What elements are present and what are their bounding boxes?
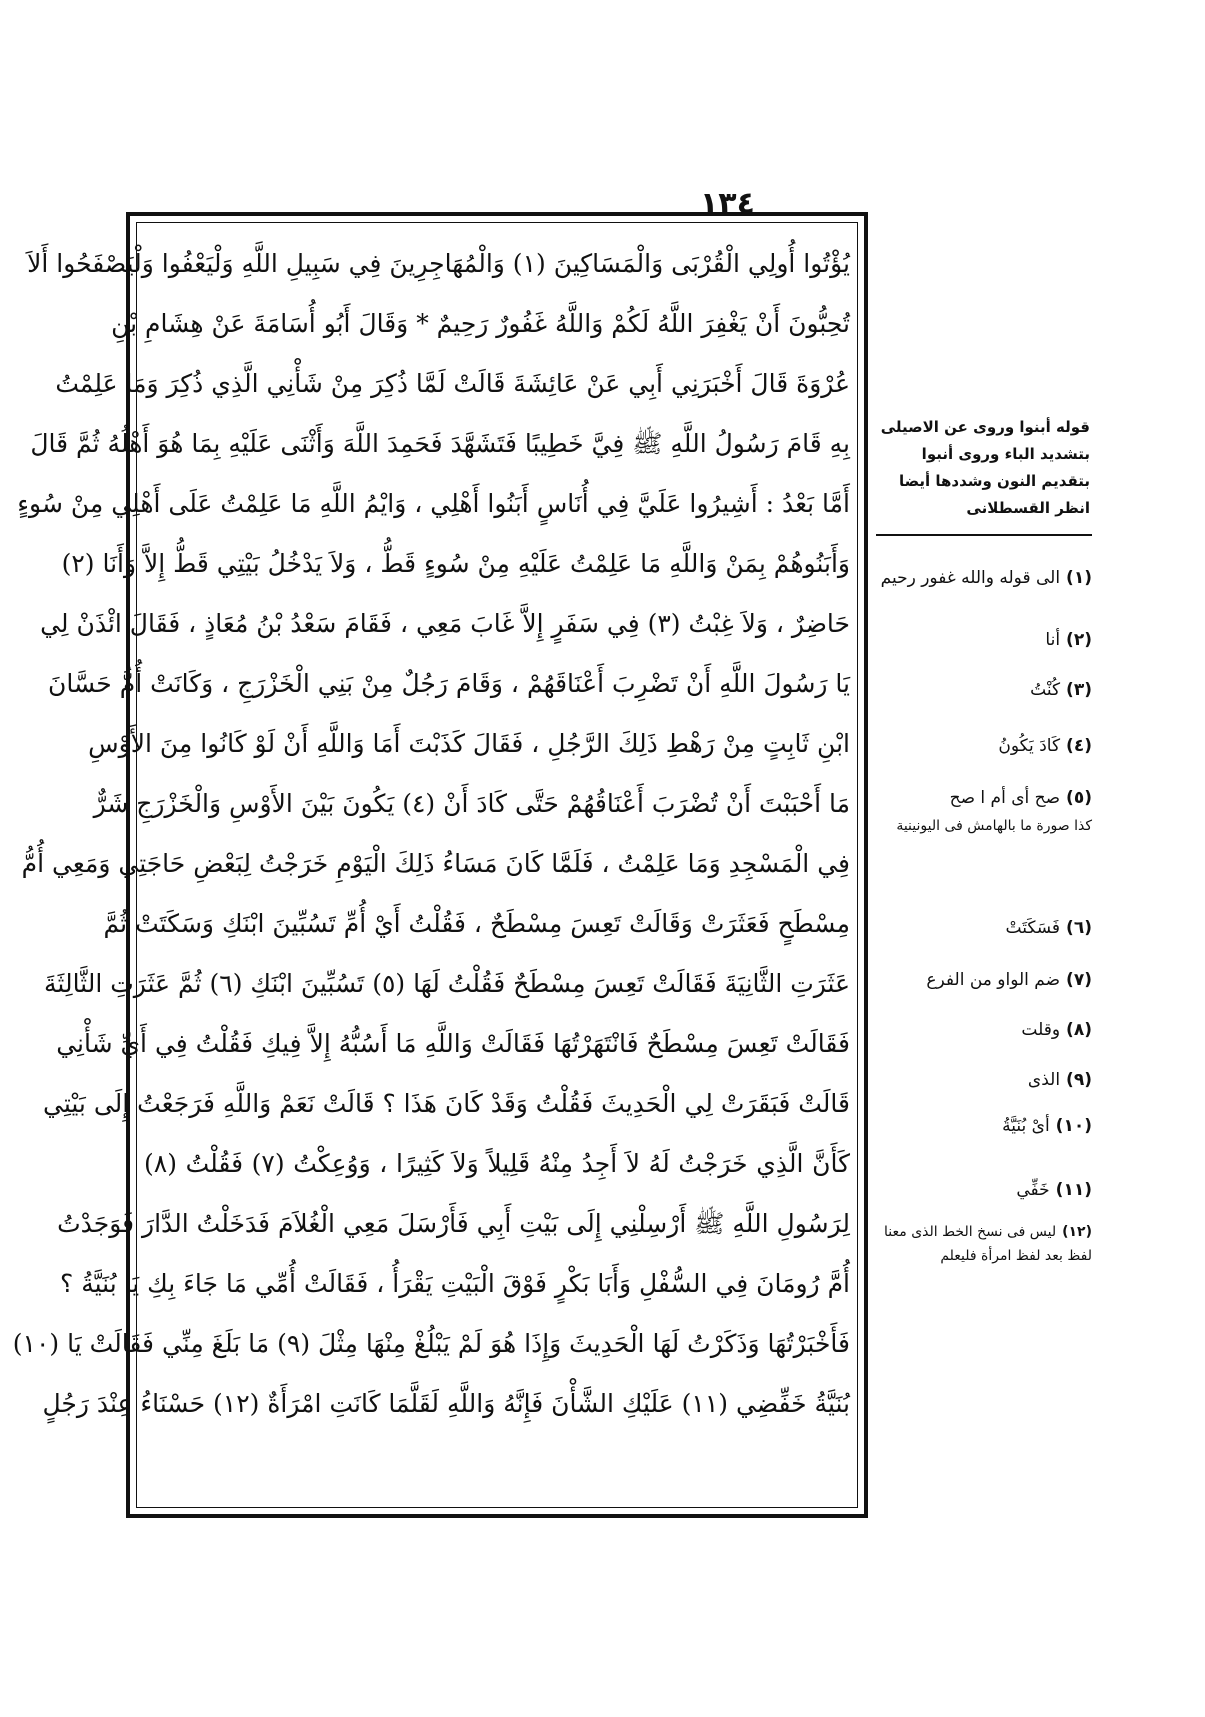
footnote-text: وقلت — [1021, 1020, 1061, 1040]
footnote-number: (١١) — [1055, 1180, 1092, 1200]
main-line-18: أُمَّ رُومَانَ فِي السُّفْلِ وَأَبَا بَكْرٍ فَوْقَ الْبَيْتِ يَقْرَأُ ، فَقَالَتْ أُمِّي مَا جَاءَ بِكِ يَا بُنَيَّةُ ؟ — [59, 1269, 850, 1298]
main-line-9: ابْنِ ثَابِتٍ مِنْ رَهْطِ ذَلِكَ الرَّجُلِ ، فَقَالَ كَذَبْتَ أَمَا وَاللَّهِ أَنْ لَوْ كَانُوا مِنَ الأَوْسِ — [88, 729, 850, 758]
footnote-number: (٦) — [1066, 918, 1092, 938]
main-line-19: فَأَخْبَرْتُهَا وَذَكَرْتُ لَهَا الْحَدِيثَ وَإِذَا هُوَ لَمْ يَبْلُغْ مِنْهَا مِثْلَ (٩) مَا بَلَغَ مِنِّي فَقَالَتْ يَا (١٠) — [12, 1329, 850, 1358]
footnote-text: ضم الواو من الفرع — [926, 970, 1061, 990]
footnote-number: (١) — [1066, 568, 1092, 588]
margin-note — [880, 414, 1090, 522]
footnote-6 — [876, 918, 1092, 938]
footnote-text: أنا — [1045, 630, 1061, 650]
footnote-text: فَسَكَتَتْ — [1005, 918, 1061, 938]
footnote-number: (٩) — [1066, 1070, 1092, 1090]
main-line-4: بِهِ قَامَ رَسُولُ اللَّهِ ﷺ فِيَّ خَطِيبًا فَتَشَهَّدَ فَحَمِدَ اللَّهَ وَأَثْنَى عَلَيْهِ بِمَا هُوَ أَهْلُهُ ثُمَّ قَالَ — [30, 429, 850, 458]
footnote-text: ليس فى نسخ الخط الذى معنا لفظ بعد لفظ امرأة فليعلم — [884, 1224, 1092, 1264]
footnote-text: كَادَ يَكُونُ — [998, 736, 1061, 756]
main-line-8: يَا رَسُولَ اللَّهِ أَنْ تَضْرِبَ أَعْنَاقَهُمْ ، وَقَامَ رَجُلٌ مِنْ بَنِي الْخَزْرَجِ ، وَكَانَتْ أُمُّ حَسَّانَ — [48, 669, 850, 698]
footnote-text: خَفِّي — [1016, 1180, 1050, 1200]
page-number: ١٣٤ — [700, 186, 755, 221]
footnote-5-note — [876, 814, 1092, 838]
main-line-12: مِسْطَحٍ فَعَثَرَتْ وَقَالَتْ تَعِسَ مِسْطَحٌ ، فَقُلْتُ أَيْ أُمِّ تَسُبِّينَ ابْنَكِ وَسَكَتَتْ ثُمَّ — [103, 909, 850, 938]
footnote-text: كذا صورة ما بالهامش فى اليونينية — [896, 818, 1092, 834]
main-line-7: حَاضِرٌ ، وَلاَ غِبْتُ (٣) فِي سَفَرٍ إِلاَّ غَابَ مَعِي ، فَقَامَ سَعْدُ بْنُ مُعَاذٍ ، فَقَالَ ائْذَنْ لِي — [40, 609, 850, 638]
main-text — [12, 234, 850, 1434]
main-line-16: كَأَنَّ الَّذِي خَرَجْتُ لَهُ لاَ أَجِدُ مِنْهُ قَلِيلاً وَلاَ كَثِيرًا ، وَوُعِكْتُ (٧) فَقُلْتُ (٨) — [144, 1149, 850, 1178]
footnote-number: (١٢) — [1062, 1224, 1092, 1240]
main-line-15: قَالَتْ فَبَقَرَتْ لِي الْحَدِيثَ فَقُلْتُ وَقَدْ كَانَ هَذَا ؟ قَالَتْ نَعَمْ وَاللَّهِ فَرَجَعْتُ إِلَى بَيْتِي — [42, 1089, 850, 1118]
footnote-text: أىْ بُنَيَّةُ — [1002, 1116, 1050, 1136]
main-line-20: بُنَيَّةُ خَفِّضِي (١١) عَلَيْكِ الشَّأْنَ فَإِنَّهُ وَاللَّهِ لَقَلَّمَا كَانَتِ امْرَأَةٌ (١٢) حَسْنَاءُ عِنْدَ رَجُلٍ — [42, 1389, 850, 1418]
footnote-1 — [876, 568, 1092, 588]
margin-divider — [876, 534, 1092, 536]
footnote-10 — [876, 1116, 1092, 1136]
main-line-3: عُرْوَةَ قَالَ أَخْبَرَنِي أَبِي عَنْ عَائِشَةَ قَالَتْ لَمَّا ذُكِرَ مِنْ شَأْنِي الَّذِي ذُكِرَ وَمَا عَلِمْتُ — [55, 369, 850, 398]
footnote-number: (١٠) — [1055, 1116, 1092, 1136]
footnote-7 — [876, 970, 1092, 990]
main-line-6: وَأَبَنُوهُمْ بِمَنْ وَاللَّهِ مَا عَلِمْتُ عَلَيْهِ مِنْ سُوءٍ قَطُّ ، وَلاَ يَدْخُلُ بَيْتِي قَطُّ إِلاَّ وَأَنَا (٢) — [61, 549, 850, 578]
margin-note-line: بتشديد الباء وروى أنبوا — [921, 445, 1090, 463]
footnote-number: (٨) — [1066, 1020, 1092, 1040]
footnote-number: (٥) — [1066, 788, 1092, 808]
main-line-1: يُؤْتُوا أُولِي الْقُرْبَى وَالْمَسَاكِينَ (١) وَالْمُهَاجِرِينَ فِي سَبِيلِ اللَّهِ وَلْيَعْفُوا وَلْيَصْفَحُوا أَلاَ — [27, 249, 850, 278]
main-line-10: مَا أَحْبَبْتَ أَنْ تُضْرَبَ أَعْنَاقُهُمْ حَتَّى كَادَ أَنْ (٤) يَكُونَ بَيْنَ الأَوْسِ وَالْخَزْرَجِ شَرٌّ — [93, 789, 850, 818]
footnote-8 — [876, 1020, 1092, 1040]
main-line-2: تُحِبُّونَ أَنْ يَغْفِرَ اللَّهُ لَكُمْ وَاللَّهُ غَفُورٌ رَحِيمٌ * وَقَالَ أَبُو أُسَامَةَ عَنْ هِشَامِ بْنِ — [111, 309, 850, 338]
margin-note-line: انظر القسطلانى — [966, 499, 1090, 517]
footnote-number: (٢) — [1066, 630, 1092, 650]
footnote-text: كُنْتُ — [1030, 680, 1061, 700]
main-line-13: عَثَرَتِ الثَّانِيَةَ فَقَالَتْ تَعِسَ مِسْطَحٌ فَقُلْتُ لَهَا (٥) تَسُبِّينَ ابْنَكِ (٦) ثُمَّ عَثَرَتِ الثَّالِثَةَ — [44, 969, 850, 998]
footnote-2 — [876, 630, 1092, 650]
footnote-9 — [876, 1070, 1092, 1090]
margin-note-line: قوله أبنوا وروى عن الاصيلى — [880, 418, 1090, 436]
footnote-number: (٤) — [1066, 736, 1092, 756]
margin-note-line: بتقديم النون وشددها أيضا — [898, 472, 1090, 490]
footnote-text: صح أى أم ا صح — [949, 788, 1061, 808]
main-line-11: فِي الْمَسْجِدِ وَمَا عَلِمْتُ ، فَلَمَّا كَانَ مَسَاءُ ذَلِكَ الْيَوْمِ خَرَجْتُ لِبَعْضِ حَاجَتِي وَمَعِي أُمُّ — [21, 849, 850, 878]
footnote-text: الذى — [1027, 1070, 1061, 1090]
footnote-11 — [876, 1180, 1092, 1200]
footnote-3 — [876, 680, 1092, 700]
footnote-number: (٧) — [1066, 970, 1092, 990]
main-line-17: لِرَسُولِ اللَّهِ ﷺ أَرْسِلْنِي إِلَى بَيْتِ أَبِي فَأَرْسَلَ مَعِي الْغُلاَمَ فَدَخَلْتُ الدَّارَ فَوَجَدْتُ — [57, 1209, 850, 1238]
main-line-5: أَمَّا بَعْدُ : أَشِيرُوا عَلَيَّ فِي أُنَاسٍ أَبَنُوا أَهْلِي ، وَايْمُ اللَّهِ مَا عَلِمْتُ عَلَى أَهْلِي مِنْ سُوءٍ — [17, 489, 850, 518]
footnote-12 — [876, 1220, 1092, 1268]
main-line-14: فَقَالَتْ تَعِسَ مِسْطَحٌ فَانْتَهَرْتُهَا فَقَالَتْ وَاللَّهِ مَا أَسُبُّهُ إِلاَّ فِيكِ فَقُلْتُ فِي أَيِّ شَأْنِي — [56, 1029, 850, 1058]
footnote-number: (٣) — [1066, 680, 1092, 700]
footnote-text: الى قوله والله غفور رحيم — [880, 568, 1061, 588]
footnote-5 — [876, 788, 1092, 808]
footnote-4 — [876, 736, 1092, 756]
